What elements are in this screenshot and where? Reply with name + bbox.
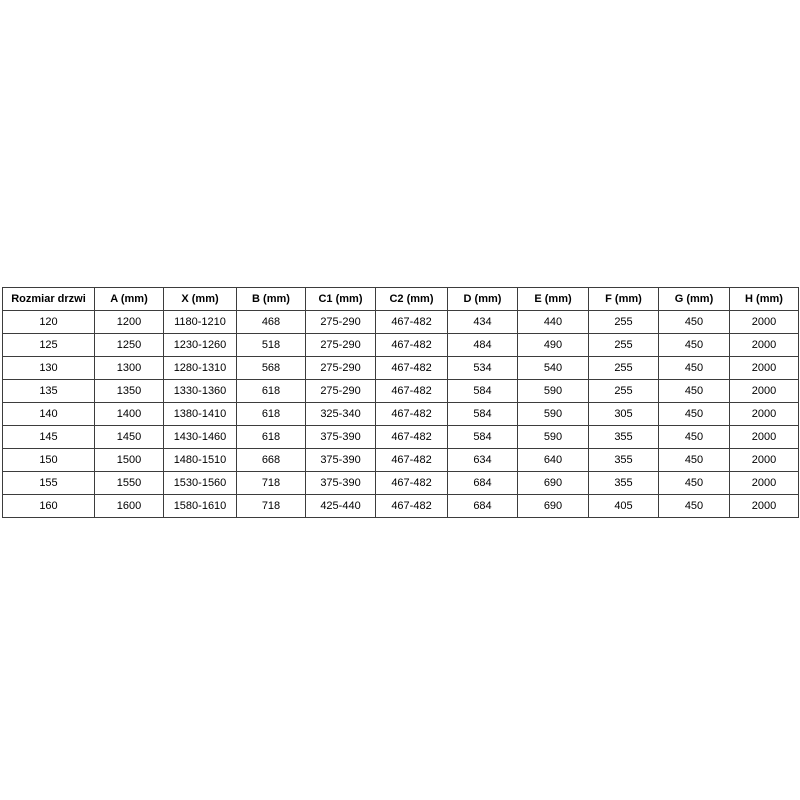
table-cell: 2000 — [730, 495, 799, 518]
table-cell: 120 — [3, 311, 95, 334]
table-cell: 684 — [448, 495, 518, 518]
table-cell: 130 — [3, 357, 95, 380]
table-cell: 450 — [659, 380, 730, 403]
table-cell: 305 — [589, 403, 659, 426]
column-header: G (mm) — [659, 288, 730, 311]
table-cell: 1530-1560 — [164, 472, 237, 495]
table-row — [3, 449, 799, 472]
table-cell: 1280-1310 — [164, 357, 237, 380]
table-cell: 467-482 — [376, 311, 448, 334]
table-cell: 255 — [589, 311, 659, 334]
table-cell: 140 — [3, 403, 95, 426]
table-cell: 467-482 — [376, 449, 448, 472]
table-cell: 690 — [518, 495, 589, 518]
table-cell: 640 — [518, 449, 589, 472]
table-cell: 2000 — [730, 403, 799, 426]
table-cell: 255 — [589, 334, 659, 357]
table-cell: 618 — [237, 380, 306, 403]
table-cell: 518 — [237, 334, 306, 357]
table-cell: 275-290 — [306, 357, 376, 380]
table-cell: 2000 — [730, 380, 799, 403]
table-cell: 618 — [237, 426, 306, 449]
table-cell: 2000 — [730, 334, 799, 357]
column-header: X (mm) — [164, 288, 237, 311]
table-cell: 450 — [659, 495, 730, 518]
table-cell: 1350 — [95, 380, 164, 403]
table-cell: 490 — [518, 334, 589, 357]
table-row — [3, 334, 799, 357]
table-row — [3, 311, 799, 334]
table-cell: 2000 — [730, 449, 799, 472]
column-header: D (mm) — [448, 288, 518, 311]
table-row — [3, 380, 799, 403]
table-cell: 467-482 — [376, 495, 448, 518]
table-cell: 450 — [659, 311, 730, 334]
table-cell: 155 — [3, 472, 95, 495]
table-cell: 1200 — [95, 311, 164, 334]
table-cell: 467-482 — [376, 426, 448, 449]
table-row — [3, 403, 799, 426]
table-cell: 255 — [589, 380, 659, 403]
table-cell: 718 — [237, 472, 306, 495]
table-cell: 590 — [518, 426, 589, 449]
table-cell: 275-290 — [306, 334, 376, 357]
table-row — [3, 495, 799, 518]
table-cell: 584 — [448, 426, 518, 449]
table-cell: 145 — [3, 426, 95, 449]
table-cell: 2000 — [730, 311, 799, 334]
table-cell: 467-482 — [376, 403, 448, 426]
table-cell: 440 — [518, 311, 589, 334]
column-header: F (mm) — [589, 288, 659, 311]
table-cell: 1330-1360 — [164, 380, 237, 403]
table-row — [3, 426, 799, 449]
door-dimensions-table — [2, 287, 799, 518]
table-row — [3, 472, 799, 495]
table-header — [3, 288, 799, 311]
table-cell: 375-390 — [306, 426, 376, 449]
table-header-row — [3, 288, 799, 311]
table-cell: 467-482 — [376, 380, 448, 403]
table-cell: 1400 — [95, 403, 164, 426]
table-cell: 1300 — [95, 357, 164, 380]
table-cell: 1480-1510 — [164, 449, 237, 472]
table-cell: 467-482 — [376, 334, 448, 357]
column-header: C1 (mm) — [306, 288, 376, 311]
table-cell: 375-390 — [306, 449, 376, 472]
table-cell: 255 — [589, 357, 659, 380]
column-header: E (mm) — [518, 288, 589, 311]
table-cell: 375-390 — [306, 472, 376, 495]
table-cell: 690 — [518, 472, 589, 495]
table-cell: 450 — [659, 426, 730, 449]
table-cell: 534 — [448, 357, 518, 380]
table-cell: 150 — [3, 449, 95, 472]
table-cell: 568 — [237, 357, 306, 380]
table-cell: 160 — [3, 495, 95, 518]
table-cell: 1580-1610 — [164, 495, 237, 518]
column-header: B (mm) — [237, 288, 306, 311]
table-cell: 325-340 — [306, 403, 376, 426]
table-cell: 450 — [659, 472, 730, 495]
column-header: C2 (mm) — [376, 288, 448, 311]
table-cell: 467-482 — [376, 357, 448, 380]
table-cell: 584 — [448, 380, 518, 403]
table-cell: 540 — [518, 357, 589, 380]
column-header: Rozmiar drzwi — [3, 288, 95, 311]
table-cell: 425-440 — [306, 495, 376, 518]
table-cell: 135 — [3, 380, 95, 403]
table-cell: 484 — [448, 334, 518, 357]
table-cell: 275-290 — [306, 311, 376, 334]
table-cell: 405 — [589, 495, 659, 518]
table-cell: 275-290 — [306, 380, 376, 403]
table-cell: 1600 — [95, 495, 164, 518]
table-cell: 355 — [589, 472, 659, 495]
table-cell: 634 — [448, 449, 518, 472]
column-header: H (mm) — [730, 288, 799, 311]
table-cell: 618 — [237, 403, 306, 426]
table-cell: 2000 — [730, 357, 799, 380]
table-cell: 450 — [659, 403, 730, 426]
table-cell: 1250 — [95, 334, 164, 357]
table-body — [3, 311, 799, 518]
table-cell: 355 — [589, 426, 659, 449]
table-cell: 684 — [448, 472, 518, 495]
table-cell: 1430-1460 — [164, 426, 237, 449]
table-cell: 450 — [659, 334, 730, 357]
column-header: A (mm) — [95, 288, 164, 311]
table-cell: 584 — [448, 403, 518, 426]
table-cell: 450 — [659, 449, 730, 472]
table-cell: 668 — [237, 449, 306, 472]
table-cell: 1500 — [95, 449, 164, 472]
table-row — [3, 357, 799, 380]
table-cell: 1450 — [95, 426, 164, 449]
table-cell: 2000 — [730, 426, 799, 449]
table-cell: 1550 — [95, 472, 164, 495]
table-container — [2, 287, 798, 518]
table-cell: 1180-1210 — [164, 311, 237, 334]
table-cell: 468 — [237, 311, 306, 334]
table-cell: 590 — [518, 403, 589, 426]
table-cell: 450 — [659, 357, 730, 380]
table-cell: 125 — [3, 334, 95, 357]
table-cell: 1380-1410 — [164, 403, 237, 426]
table-cell: 718 — [237, 495, 306, 518]
table-cell: 355 — [589, 449, 659, 472]
table-cell: 434 — [448, 311, 518, 334]
table-cell: 2000 — [730, 472, 799, 495]
table-cell: 1230-1260 — [164, 334, 237, 357]
table-cell: 590 — [518, 380, 589, 403]
table-cell: 467-482 — [376, 472, 448, 495]
